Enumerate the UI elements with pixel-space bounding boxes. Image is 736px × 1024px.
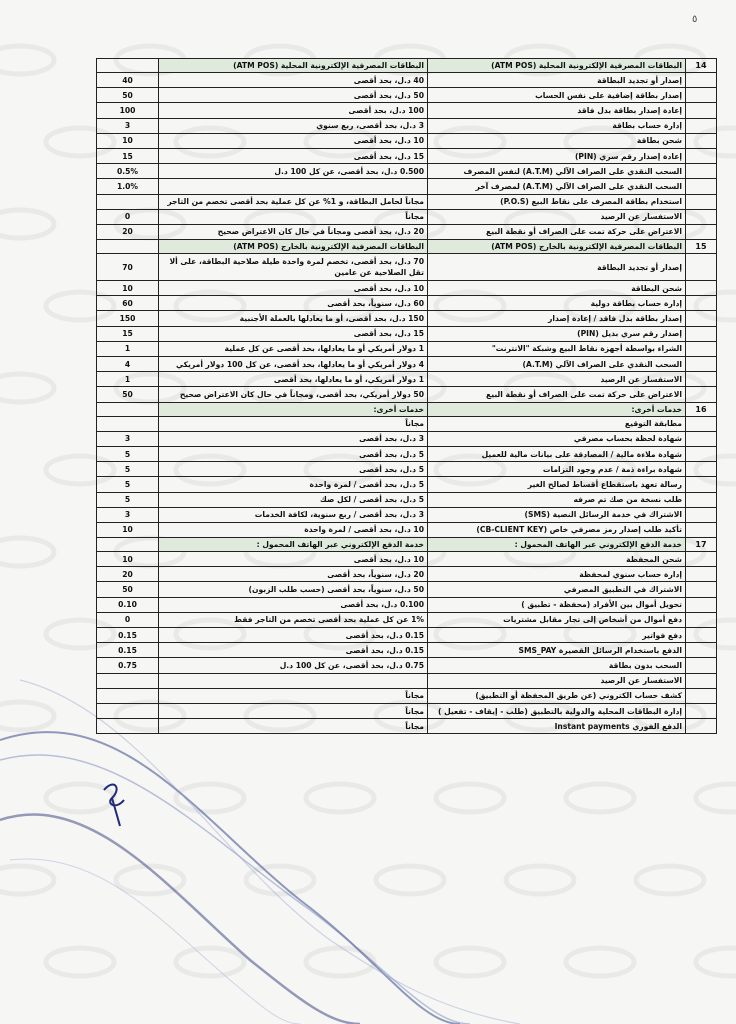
table-row (97, 431, 717, 446)
row-section-cell (686, 416, 717, 431)
row-section-cell (686, 118, 717, 133)
table-row (97, 507, 717, 522)
row-section-cell (686, 507, 717, 522)
watermark-tile (0, 866, 54, 894)
watermark-tile (436, 784, 504, 812)
table-row (97, 658, 717, 673)
row-section-cell (686, 103, 717, 118)
table-row (97, 446, 717, 461)
fee-description: 150 د.ل، بحد أقصى، أو ما يعادلها بالعملة الأجنبية (159, 311, 428, 326)
fees-table (96, 58, 717, 734)
fee-description: 3 د.ل، بحد أقصى، ربع سنوي (159, 118, 428, 133)
service-name: شهادة براءة ذمة / عدم وجود التزامات (428, 462, 686, 477)
watermark-tile (176, 784, 244, 812)
fee-value: 50 (97, 88, 159, 103)
row-section-cell (686, 658, 717, 673)
fee-value: 0 (97, 612, 159, 627)
section-header-row (97, 59, 717, 73)
fees-document (96, 58, 716, 734)
table-row (97, 118, 717, 133)
fee-description: 50 د.ل، سنوياً، بحد أقصى (حسب طلب الزبون) (159, 582, 428, 597)
section-value-header (97, 240, 159, 254)
fee-description: 5 د.ل، بحد أقصى / لكل صك (159, 492, 428, 507)
row-section-cell (686, 88, 717, 103)
service-name: السحب النقدي على الصراف الآلي (A.T.M) لنفس المصرف (428, 164, 686, 179)
service-name: شهادة ملاءة مالية / المصادقة على بيانات مالية للعميل (428, 446, 686, 461)
watermark-tile (436, 948, 504, 976)
table-row (97, 477, 717, 492)
fee-description: 100 د.ل، بحد أقصى (159, 103, 428, 118)
fee-description: 50 دولار أمريكي، بحد أقصى، ومجاناً في حال كان الاعتراض صحيح (159, 387, 428, 402)
row-section-cell (686, 643, 717, 658)
service-name: إصدار أو تجديد البطاقة (428, 73, 686, 88)
table-row (97, 357, 717, 372)
watermark-tile (636, 866, 704, 894)
fee-value: 10 (97, 133, 159, 148)
row-section-cell (686, 326, 717, 341)
fee-value: 40 (97, 73, 159, 88)
service-name: إدارة حساب سنوي لمحفظة (428, 567, 686, 582)
row-section-cell (686, 296, 717, 311)
table-row (97, 462, 717, 477)
fee-description: 1 دولار أمريكي، أو ما يعادلها، بحد أقصى (159, 372, 428, 387)
row-section-cell (686, 179, 717, 194)
fee-value: 60 (97, 296, 159, 311)
section-value-header (97, 538, 159, 552)
watermark-tile (0, 210, 54, 238)
service-name: إدارة البطاقات المحلية والدولية بالتطبيق (طلب - إيقاف - تفعيل ) (428, 703, 686, 718)
service-name: الدفع الفوري Instant payments (428, 719, 686, 734)
table-row (97, 597, 717, 612)
fee-value: 15 (97, 148, 159, 163)
table-row (97, 372, 717, 387)
table-row (97, 296, 717, 311)
row-section-cell (686, 357, 717, 372)
section-title: خدمة الدفع الإلكتروني عبر الهاتف المحمول : (428, 538, 686, 552)
fee-value: 4 (97, 357, 159, 372)
fee-description: 15 د.ل، بحد أقصى (159, 148, 428, 163)
row-section-cell (686, 311, 717, 326)
fee-description: 40 د.ل، بحد أقصى (159, 73, 428, 88)
section-number: 15 (686, 240, 717, 254)
fee-description: 3 د.ل، بحد أقصى / ربع سنوية، لكافة الخدمات (159, 507, 428, 522)
table-row (97, 522, 717, 537)
row-section-cell (686, 612, 717, 627)
fee-description: 10 د.ل، بحد أقصى (159, 281, 428, 296)
service-name: مطابقة التوقيع (428, 416, 686, 431)
fee-value (97, 703, 159, 718)
service-name: الشراء بواسطة أجهزة نقاط البيع وشبكة "الانترنت" (428, 341, 686, 356)
service-name: السحب النقدي على الصراف الآلي (A.T.M) لمصرف آخر (428, 179, 686, 194)
table-row (97, 148, 717, 163)
fee-value: 20 (97, 567, 159, 582)
service-name: شهادة لحظة بحساب مصرفي (428, 431, 686, 446)
table-row (97, 643, 717, 658)
fee-description: مجاناً لحامل البطاقة، و 1% عن كل عملية بحد أقصى تخصم من التاجر (159, 194, 428, 209)
fee-value (97, 719, 159, 734)
service-name: الدفع باستخدام الرسائل القصيرة SMS_PAY (428, 643, 686, 658)
fee-description: 1 دولار أمريكي أو ما يعادلها، بحد أقصى عن كل عملية (159, 341, 428, 356)
section-number: 16 (686, 402, 717, 416)
watermark-tile (0, 538, 54, 566)
service-name: الاعتراض على حركة تمت على الصراف أو نقطة البيع (428, 387, 686, 402)
fee-description: 10 د.ل، بحد أقصى / لمرة واحدة (159, 522, 428, 537)
section-value-header (97, 402, 159, 416)
service-name: إصدار بطاقة إضافية على نفس الحساب (428, 88, 686, 103)
row-section-cell (686, 281, 717, 296)
row-section-cell (686, 477, 717, 492)
fee-value: 50 (97, 387, 159, 402)
page-number: ٥ (692, 14, 698, 25)
service-name: إصدار بطاقة بدل فاقد / إعادة إصدار (428, 311, 686, 326)
fee-value: 150 (97, 311, 159, 326)
fee-value: 5 (97, 477, 159, 492)
table-row (97, 254, 717, 281)
fee-value: 10 (97, 522, 159, 537)
table-row (97, 688, 717, 703)
table-row (97, 311, 717, 326)
row-section-cell (686, 224, 717, 239)
table-row (97, 673, 717, 688)
table-row (97, 416, 717, 431)
fee-value: 70 (97, 254, 159, 281)
fee-description: 50 د.ل، بحد أقصى (159, 88, 428, 103)
row-section-cell (686, 673, 717, 688)
row-section-cell (686, 719, 717, 734)
watermark-tile (176, 948, 244, 976)
fee-value: 100 (97, 103, 159, 118)
fee-description: 20 د.ل، بحد أقصى ومجاناً في حال كان الاعتراض صحيح (159, 224, 428, 239)
fee-value: 0.5% (97, 164, 159, 179)
table-row (97, 88, 717, 103)
table-row (97, 326, 717, 341)
table-row (97, 628, 717, 643)
watermark-tile (696, 784, 736, 812)
service-name: الاعتراض على حركة تمت على الصراف أو نقطة البيع (428, 224, 686, 239)
section-header-row (97, 538, 717, 552)
fee-description: 10 د.ل، بحد أقصى (159, 552, 428, 567)
row-section-cell (686, 492, 717, 507)
fee-value: 50 (97, 582, 159, 597)
watermark-tile (116, 866, 184, 894)
watermark-tile (306, 948, 374, 976)
fee-description: 0.15 د.ل، بحد أقصى (159, 628, 428, 643)
section-fee-header: البطاقات المصرفية الإلكترونية بالخارج (ATM POS) (159, 240, 428, 254)
service-name: إصدار أو تجديد البطاقة (428, 254, 686, 281)
section-fee-header: البطاقات المصرفية الإلكترونية المحلية (ATM POS) (159, 59, 428, 73)
service-name: شحن البطاقة (428, 281, 686, 296)
row-section-cell (686, 703, 717, 718)
table-row (97, 567, 717, 582)
fee-description: 20 د.ل، سنوياً، بحد أقصى (159, 567, 428, 582)
service-name: دفع أموال من أشخاص إلى تجار مقابل مشتريات (428, 612, 686, 627)
watermark-tile (696, 948, 736, 976)
fee-value (97, 673, 159, 688)
watermark-tile (566, 948, 634, 976)
fee-description: 0.100 د.ل، بحد أقصى (159, 597, 428, 612)
fee-description: 5 د.ل، بحد أقصى (159, 462, 428, 477)
table-row (97, 492, 717, 507)
row-section-cell (686, 133, 717, 148)
service-name: دفع فواتير (428, 628, 686, 643)
section-fee-header: خدمات أخرى: (159, 402, 428, 416)
table-row (97, 179, 717, 194)
row-section-cell (686, 73, 717, 88)
fee-value: 0 (97, 209, 159, 224)
table-row (97, 194, 717, 209)
table-row (97, 224, 717, 239)
fee-value: 3 (97, 118, 159, 133)
table-row (97, 281, 717, 296)
service-name: الاشتراك في التطبيق المصرفي (428, 582, 686, 597)
row-section-cell (686, 688, 717, 703)
service-name: السحب بدون بطاقة (428, 658, 686, 673)
service-name: تأكيد طلب إصدار رمز مصرفي خاص (CB-CLIENT KEY) (428, 522, 686, 537)
row-section-cell (686, 446, 717, 461)
row-section-cell (686, 597, 717, 612)
table-row (97, 341, 717, 356)
section-value-header (97, 59, 159, 73)
fee-value: 20 (97, 224, 159, 239)
watermark-tile (566, 784, 634, 812)
table-row (97, 552, 717, 567)
table-row (97, 612, 717, 627)
row-section-cell (686, 164, 717, 179)
fee-value: 1.0% (97, 179, 159, 194)
row-section-cell (686, 462, 717, 477)
fee-description: 4 دولار أمريكي أو ما يعادلها، بحد أقصى، عن كل 100 دولار أمريكي (159, 357, 428, 372)
service-name: إصدار رقم سري بديل (PIN) (428, 326, 686, 341)
watermark-tile (0, 702, 54, 730)
fee-value (97, 416, 159, 431)
service-name: الاستفسار عن الرصيد (428, 372, 686, 387)
signature-mark (96, 770, 146, 830)
fee-description: 60 د.ل، سنوياً، بحد أقصى (159, 296, 428, 311)
section-number: 14 (686, 59, 717, 73)
fee-description: 15 د.ل، بحد أقصى (159, 326, 428, 341)
fee-value: 3 (97, 431, 159, 446)
table-row (97, 719, 717, 734)
fee-value: 10 (97, 552, 159, 567)
fee-description: 0.75 د.ل، بحد أقصى، عن كل 100 د.ل (159, 658, 428, 673)
row-section-cell (686, 431, 717, 446)
section-title: البطاقات المصرفية الإلكترونية بالخارج (ATM POS) (428, 240, 686, 254)
fee-description: 0.15 د.ل، بحد أقصى (159, 643, 428, 658)
fee-description: مجاناً (159, 703, 428, 718)
fee-value: 5 (97, 492, 159, 507)
service-name: إدارة حساب بطاقة دولية (428, 296, 686, 311)
fee-description: 5 د.ل، بحد أقصى / لمرة واحدة (159, 477, 428, 492)
section-title: خدمات أخرى: (428, 402, 686, 416)
watermark-tile (46, 948, 114, 976)
row-section-cell (686, 628, 717, 643)
row-section-cell (686, 194, 717, 209)
fee-value: 10 (97, 281, 159, 296)
fee-value: 3 (97, 507, 159, 522)
service-name: تحويل أموال بين الأفراد (محفظة - تطبيق ) (428, 597, 686, 612)
watermark-tile (376, 866, 444, 894)
row-section-cell (686, 567, 717, 582)
service-name: إدارة حساب بطاقة (428, 118, 686, 133)
row-section-cell (686, 148, 717, 163)
fee-description: 70 د.ل، بحد أقصى، تخصم لمرة واحدة طيلة صلاحية البطاقة، على ألا تقل الصلاحية عن عامين (159, 254, 428, 281)
fee-description: 1% عن كل عملية بحد أقصى تخصم من التاجر فقط (159, 612, 428, 627)
row-section-cell (686, 209, 717, 224)
service-name: طلب نسخة من صك تم صرفه (428, 492, 686, 507)
fee-value (97, 194, 159, 209)
watermark-tile (0, 46, 54, 74)
row-section-cell (686, 387, 717, 402)
section-title: البطاقات المصرفية الإلكترونية المحلية (ATM POS) (428, 59, 686, 73)
fee-value: 5 (97, 446, 159, 461)
service-name: رسالة تعهد باستقطاع أقساط لصالح الغير (428, 477, 686, 492)
row-section-cell (686, 372, 717, 387)
fee-description (159, 179, 428, 194)
service-name: إعادة إصدار بطاقة بدل فاقد (428, 103, 686, 118)
service-name: شحن المحفظة (428, 552, 686, 567)
row-section-cell (686, 522, 717, 537)
fee-value: 1 (97, 341, 159, 356)
row-section-cell (686, 341, 717, 356)
fee-value: 0.10 (97, 597, 159, 612)
table-row (97, 73, 717, 88)
fee-description: مجاناً (159, 688, 428, 703)
fee-value (97, 688, 159, 703)
table-row (97, 582, 717, 597)
fee-description: 3 د.ل، بحد أقصى (159, 431, 428, 446)
row-section-cell (686, 254, 717, 281)
fee-description: 0.500 د.ل، بحد أقصى، عن كل 100 د.ل (159, 164, 428, 179)
service-name: الاشتراك في خدمة الرسائل النصية (SMS) (428, 507, 686, 522)
service-name: استخدام بطاقة المصرف على نقاط البيع (P.O.S) (428, 194, 686, 209)
service-name: السحب النقدي على الصراف الآلي (A.T.M) (428, 357, 686, 372)
row-section-cell (686, 582, 717, 597)
table-row (97, 164, 717, 179)
service-name: الاستفسار عن الرصيد (428, 209, 686, 224)
watermark-tile (306, 784, 374, 812)
table-row (97, 387, 717, 402)
fee-value: 0.75 (97, 658, 159, 673)
table-row (97, 209, 717, 224)
fee-description: مجاناً (159, 719, 428, 734)
section-header-row (97, 402, 717, 416)
fee-description: مجاناً (159, 416, 428, 431)
fee-description (159, 673, 428, 688)
fee-description: 5 د.ل، بحد أقصى (159, 446, 428, 461)
service-name: الاستفسار عن الرصيد (428, 673, 686, 688)
section-fee-header: خدمة الدفع الإلكتروني عبر الهاتف المحمول : (159, 538, 428, 552)
table-row (97, 133, 717, 148)
fee-value: 15 (97, 326, 159, 341)
section-header-row (97, 240, 717, 254)
service-name: شحن بطاقة (428, 133, 686, 148)
fee-value: 0.15 (97, 628, 159, 643)
row-section-cell (686, 552, 717, 567)
fee-value: 1 (97, 372, 159, 387)
watermark-tile (0, 374, 54, 402)
service-name: إعادة إصدار رقم سري (PIN) (428, 148, 686, 163)
section-number: 17 (686, 538, 717, 552)
fee-value: 0.15 (97, 643, 159, 658)
service-name: كشف حساب الكتروني (عن طريق المحفظة أو التطبيق) (428, 688, 686, 703)
table-row (97, 103, 717, 118)
table-row (97, 703, 717, 718)
watermark-tile (506, 866, 574, 894)
fee-description: 10 د.ل، بحد أقصى (159, 133, 428, 148)
fee-value: 5 (97, 462, 159, 477)
watermark-tile (246, 866, 314, 894)
fee-description: مجاناً (159, 209, 428, 224)
